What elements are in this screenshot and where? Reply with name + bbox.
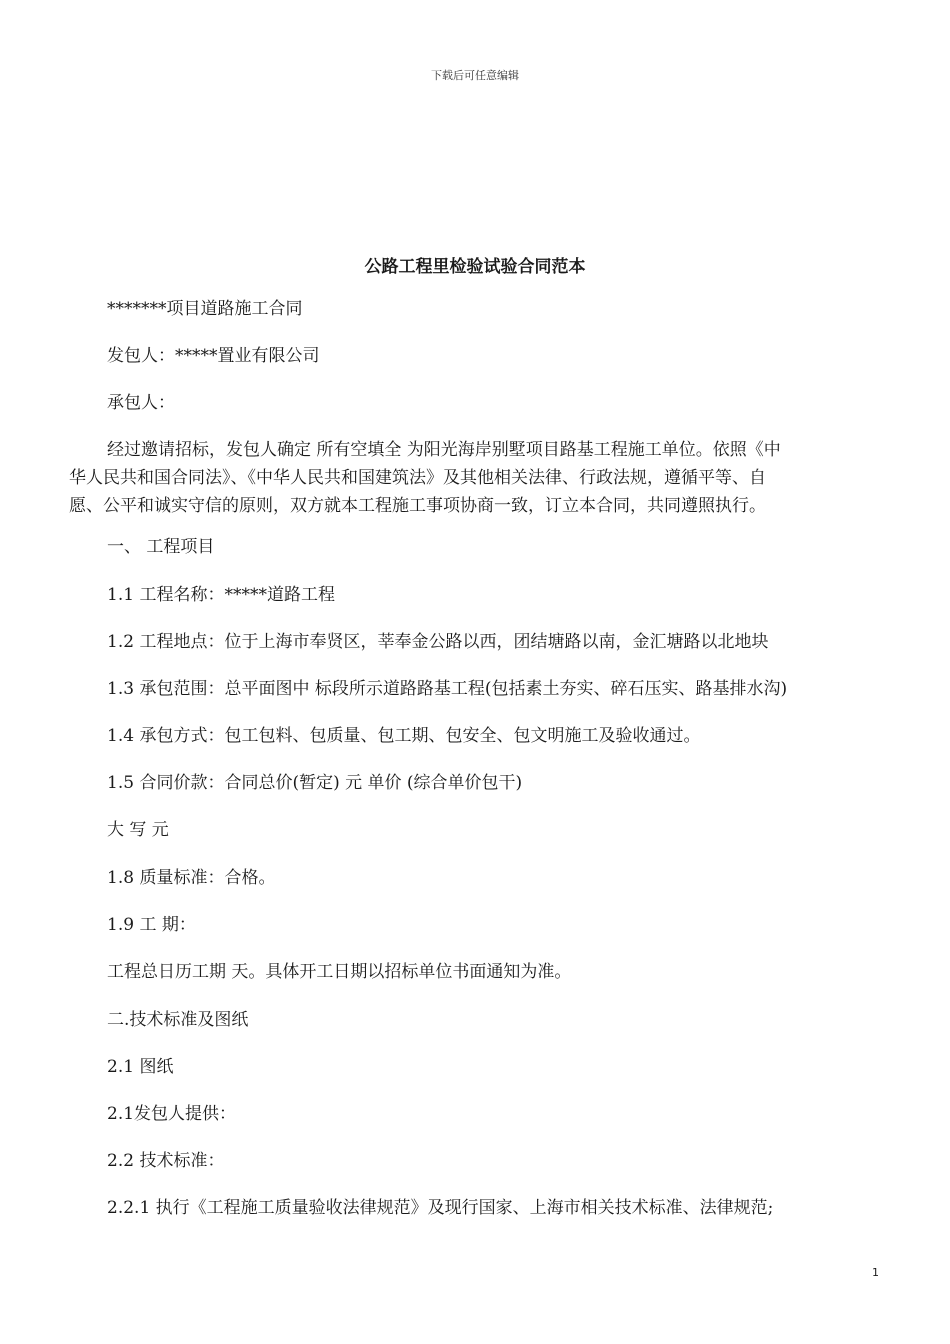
clause-1-3: 1.3 承包范围：总平面图中 标段所示道路路基工程(包括素土夯实、碎石压实、路基排水沟) (107, 679, 788, 699)
contractor-line: 承包人： (107, 393, 175, 413)
amount-in-words: 大 写 元 (107, 820, 169, 840)
clause-2-2: 2.2 技术标准： (107, 1151, 225, 1171)
page-header: 下载后可任意编辑 (431, 69, 519, 82)
clause-1-1: 1.1 工程名称：*****道路工程 (107, 585, 335, 605)
intro-paragraph (69, 436, 879, 520)
intro-line-1: 经过邀请招标，发包人确定 所有空填全 为阳光海岸别墅项目路基工程施工单位。依照《中 (107, 440, 781, 460)
clause-2-1-provider: 2.1发包人提供： (107, 1104, 237, 1124)
duration-line: 工程总日历工期 天。具体开工日期以招标单位书面通知为准。 (107, 962, 572, 982)
employer-line: 发包人：*****置业有限公司 (107, 346, 320, 366)
clause-1-5: 1.5 合同价款：合同总价(暂定) 元 单价 (综合单价包干) (107, 773, 523, 793)
document-title: 公路工程里检验试验合同范本 (364, 257, 586, 277)
clause-1-4: 1.4 承包方式：包工包料、包质量、包工期、包安全、包文明施工及验收通过。 (107, 726, 701, 746)
clause-1-8: 1.8 质量标准：合格。 (107, 868, 276, 888)
project-line: *******项目道路施工合同 (107, 299, 303, 319)
section-2-heading: 二.技术标准及图纸 (107, 1010, 249, 1030)
clause-1-2: 1.2 工程地点：位于上海市奉贤区，莘奉金公路以西，团结塘路以南，金汇塘路以北地块 (107, 632, 769, 652)
page-number: 1 (872, 1266, 879, 1279)
clause-2-1: 2.1 图纸 (107, 1057, 174, 1077)
clause-1-9: 1.9 工 期： (107, 915, 196, 935)
section-1-heading: 一、 工程项目 (107, 537, 215, 557)
intro-line-3: 愿、公平和诚实守信的原则，双方就本工程施工事项协商一致，订立本合同，共同遵照执行。 (69, 496, 766, 516)
clause-2-2-1: 2.2.1 执行《工程施工质量验收法律规范》及现行国家、上海市相关技术标准、法律规范; (107, 1198, 774, 1218)
intro-line-2: 华人民共和国合同法》、《中华人民共和国建筑法》及其他相关法律、行政法规，遵循平等、自 (69, 468, 766, 488)
